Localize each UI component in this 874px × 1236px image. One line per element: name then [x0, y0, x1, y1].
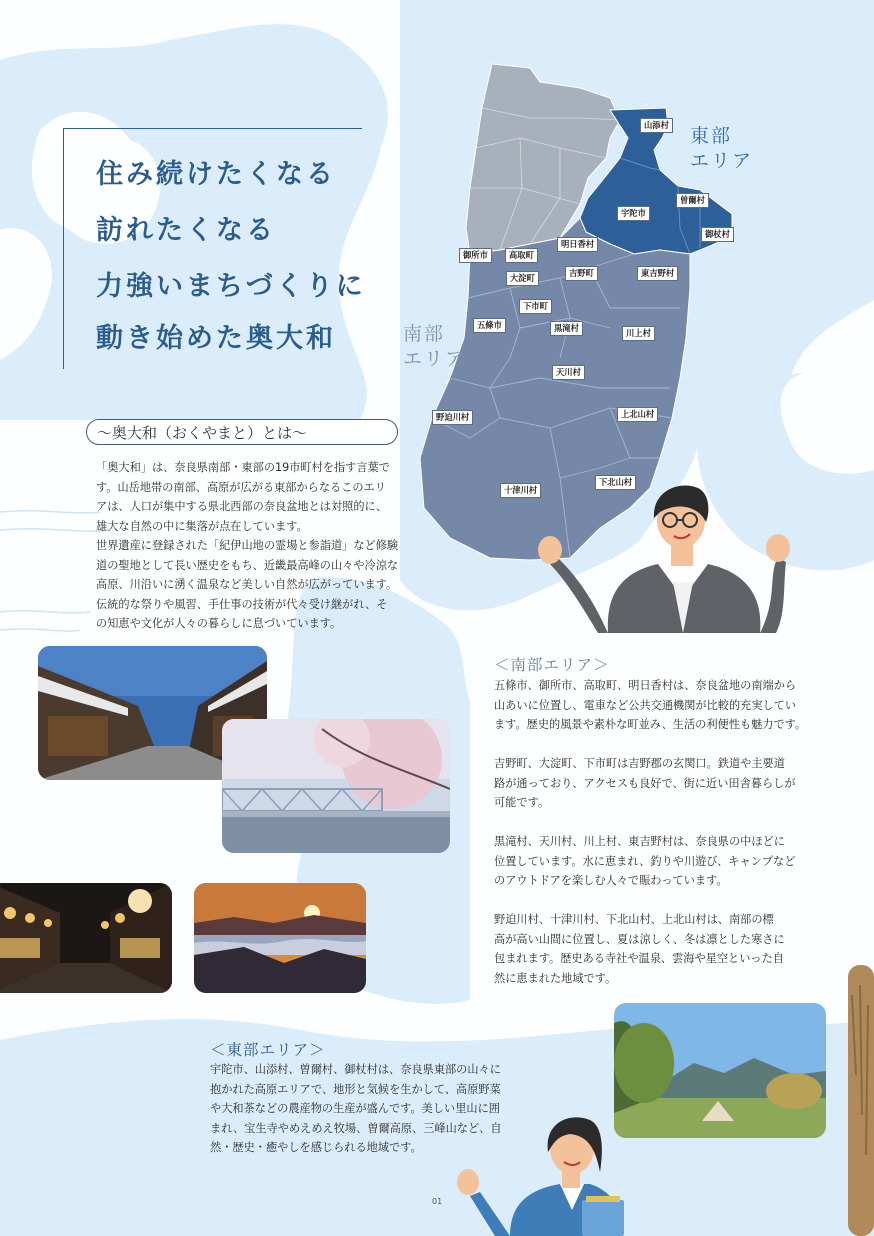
town-label-uda: 宇陀市: [617, 206, 650, 221]
south-line: 包まれます。歴史ある寺社や温泉、雲海や星空といった自: [494, 952, 784, 965]
town-label-yamazoe: 山添村: [640, 118, 673, 133]
town-label-yoshino: 吉野町: [565, 266, 598, 281]
town-label-gose: 御所市: [459, 248, 492, 263]
title-line-2: 訪れたくなる: [96, 215, 276, 246]
photo-grass-edge: [848, 955, 874, 1236]
south-area-text: [494, 676, 814, 988]
town-label-gojo: 五條市: [473, 318, 506, 333]
south-line: 路が通っており、アクセスも良好で、街に近い田舎暮らしが: [494, 776, 796, 790]
east-line: 宇陀市、山添村、曽爾村、御杖村は、奈良県東部の山々に: [210, 1063, 501, 1076]
town-label-oyodo: 大淀町: [506, 271, 539, 286]
east-area-label-line1: 東部: [690, 125, 733, 147]
south-line: 吉野町、大淀町、下市町は吉野郡の玄関口。鉄道や主要道: [494, 757, 785, 770]
page-number: 01: [432, 1197, 443, 1206]
south-area-heading: ＜南部エリア＞: [494, 656, 610, 674]
town-label-mitsue: 御杖村: [701, 227, 734, 242]
town-label-kurotaki: 黒滝村: [550, 321, 583, 336]
south-line: 黒滝村、天川村、川上村、東吉野村は、奈良県の中ほどに: [494, 835, 785, 848]
east-area-heading: ＜東部エリア＞: [210, 1041, 326, 1059]
about-heading: ～奥大和（おくやまと）とは～: [86, 419, 398, 445]
about-line: アは、人口が集中する県北西部の奈良盆地とは対照的に、: [96, 500, 387, 513]
town-label-asuka: 明日香村: [557, 237, 598, 252]
about-line: 雄大な自然の中に集落が点在しています。: [96, 519, 308, 533]
south-line: 位置しています。水に恵まれ、釣りや川遊び、キャンプなど: [494, 854, 796, 868]
title-line-1: 住み続けたくなる: [96, 159, 336, 190]
south-paragraph: [494, 754, 814, 813]
town-label-totsukawa: 十津川村: [500, 483, 541, 498]
town-label-takatori: 高取町: [505, 248, 538, 263]
about-line: 世界遺産に登録された「紀伊山地の霊場と参詣道」など修験: [96, 539, 399, 552]
photo-cherry-bridge: [222, 719, 450, 853]
east-line: まれ、宝生寺やめえめえ牧場、曽爾高原、三峰山など、自: [210, 1121, 502, 1135]
south-paragraph: [494, 832, 814, 891]
south-line: 高が高い山間に位置し、夏は涼しく、冬は凛とした寒さに: [494, 932, 785, 946]
about-line: す。山岳地帯の南部、高原が広がる東部からなるこのエリ: [96, 480, 386, 494]
town-label-soni: 曽爾村: [676, 193, 709, 208]
south-line: のアウトドアを楽しむ人々で賑わっています。: [494, 874, 728, 887]
about-text: [96, 458, 401, 634]
south-line: 然に恵まれた地域です。: [494, 971, 617, 985]
south-line: 五條市、御所市、高取町、明日香村は、奈良盆地の南端から: [494, 679, 797, 692]
east-line: 然・歴史・癒やしを感じられる地域です。: [210, 1141, 422, 1154]
guide-man-illustration: [528, 478, 793, 633]
south-line: 可能です。: [494, 796, 550, 809]
east-area-label-line2: エリア: [690, 150, 754, 172]
photo-campsite: [614, 1003, 826, 1138]
east-area-label: [690, 124, 753, 174]
south-paragraph: [494, 676, 814, 735]
about-line: 道の聖地として長い歴史をもち、近畿最高峰の山々や冷涼な: [96, 558, 399, 572]
title-line-3: 力強いまちづくりに: [96, 271, 366, 302]
town-label-shimoichi: 下市町: [519, 299, 552, 314]
south-area-label: [403, 322, 466, 372]
south-line: 野迫川村、十津川村、下北山村、上北山村は、南部の標: [494, 913, 774, 926]
town-label-kawakami: 川上村: [622, 326, 655, 341]
about-line: 伝統的な祭りや風習、手仕事の技術が代々受け継がれ、そ: [96, 597, 388, 611]
town-label-kamikitayama: 上北山村: [617, 407, 658, 422]
south-line: ます。歴史的風景や素朴な町並み、生活の利便性も魅力です。: [494, 718, 807, 731]
photo-night-street: [0, 883, 172, 993]
town-label-higashiyoshino: 東吉野村: [637, 266, 678, 281]
south-area-label-line2: エリア: [403, 348, 467, 370]
about-line: 高原、川沿いに湧く温泉など美しい自然が広がっています。: [96, 578, 398, 591]
south-paragraph: [494, 910, 814, 988]
south-line: 山あいに位置し、電車など公共交通機関が比較的充実してい: [494, 698, 797, 712]
guide-woman-illustration: [450, 1112, 640, 1236]
east-line: や大和茶などの農産物の生産が盛んです。美しい里山に囲: [210, 1102, 500, 1115]
town-label-nosegawa: 野迫川村: [432, 410, 473, 425]
town-label-tenkawa: 天川村: [552, 365, 585, 380]
photo-sea-of-clouds: [194, 883, 366, 993]
town-label-shimokitayama: 下北山村: [595, 475, 636, 490]
east-line: 抱かれた高原エリアで、地形と気候を生かして、高原野菜: [210, 1082, 501, 1096]
south-area-label-line1: 南部: [403, 323, 446, 345]
about-line: の知恵や文化が人々の暮らしに息づいています。: [96, 617, 342, 630]
about-line: 「奥大和」は、奈良県南部・東部の19市町村を指す言葉で: [96, 461, 390, 474]
title-line-4: 動き始めた奥大和: [96, 323, 336, 354]
